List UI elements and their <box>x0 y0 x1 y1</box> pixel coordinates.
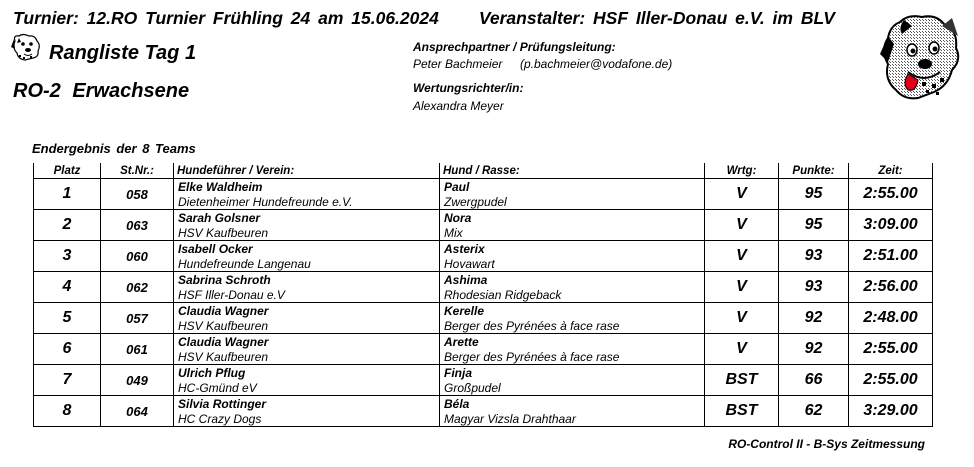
time: 2:55.00 <box>849 179 933 210</box>
dog-name: Arette <box>444 334 479 349</box>
dog-name: Asterix <box>444 241 485 256</box>
handler-club-cell <box>174 396 440 427</box>
start-number: 064 <box>101 396 174 427</box>
judge-name: Alexandra Meyer <box>413 99 504 113</box>
contact-label: Ansprechpartner / Prüfungsleitung: <box>413 40 616 54</box>
points: 62 <box>779 396 849 427</box>
handler-club-cell <box>174 272 440 303</box>
dog-breed-cell <box>440 303 705 334</box>
time: 3:29.00 <box>849 396 933 427</box>
handler-name: Silvia Rottinger <box>178 396 267 411</box>
club-name: HSV Kaufbeuren <box>178 318 269 333</box>
table-row <box>34 241 933 272</box>
handler-club-cell <box>174 365 440 396</box>
breed-name: Magyar Vizsla Drahthaar <box>444 411 576 426</box>
breed-name: Berger des Pyrénées à face rase <box>444 349 620 364</box>
rating: V <box>705 272 779 303</box>
dog-name: Kerelle <box>444 303 485 318</box>
handler-club-cell <box>174 241 440 272</box>
results-table <box>33 163 933 427</box>
place: 5 <box>34 303 101 334</box>
dog-breed-cell <box>440 334 705 365</box>
handler-name: Claudia Wagner <box>178 303 269 318</box>
dog-name: Ashima <box>444 272 488 287</box>
table-row <box>34 334 933 365</box>
table-row <box>34 396 933 427</box>
table-row <box>34 303 933 334</box>
dog-mascot-icon <box>878 14 964 102</box>
points: 95 <box>779 179 849 210</box>
time: 2:55.00 <box>849 334 933 365</box>
dog-breed-cell <box>440 210 705 241</box>
dog-breed-cell <box>440 365 705 396</box>
organizer-title: Veranstalter: HSF Iller-Donau e.V. im BLV <box>478 8 835 28</box>
points: 66 <box>779 365 849 396</box>
points: 95 <box>779 210 849 241</box>
place: 4 <box>34 272 101 303</box>
col-dog-breed: Hund / Rasse: <box>440 163 705 179</box>
contact-name: Peter Bachmeier <box>413 57 503 71</box>
place: 8 <box>34 396 101 427</box>
time: 2:56.00 <box>849 272 933 303</box>
dog-name: Béla <box>444 396 470 411</box>
rating: BST <box>705 365 779 396</box>
club-name: Dietenheimer Hundefreunde e.V. <box>178 194 353 209</box>
handler-name: Claudia Wagner <box>178 334 269 349</box>
rating: V <box>705 241 779 272</box>
start-number: 063 <box>101 210 174 241</box>
club-name: HSV Kaufbeuren <box>178 349 269 364</box>
points: 92 <box>779 334 849 365</box>
col-handler-club: Hundeführer / Verein: <box>174 163 440 179</box>
breed-name: Hovawart <box>444 256 495 271</box>
time: 2:51.00 <box>849 241 933 272</box>
handler-club-cell <box>174 303 440 334</box>
time: 2:55.00 <box>849 365 933 396</box>
points: 92 <box>779 303 849 334</box>
judge-label: Wertungsrichter/in: <box>413 81 524 95</box>
place: 3 <box>34 241 101 272</box>
tournament-header <box>13 8 835 29</box>
club-name: HC Crazy Dogs <box>178 411 262 426</box>
start-number: 049 <box>101 365 174 396</box>
class-title: RO-2 Erwachsene <box>13 80 190 102</box>
time: 3:09.00 <box>849 210 933 241</box>
club-name: HSV Kaufbeuren <box>178 225 269 240</box>
col-rating: Wrtg: <box>705 163 779 179</box>
place: 2 <box>34 210 101 241</box>
col-time: Zeit: <box>849 163 933 179</box>
breed-name: Zwergpudel <box>444 194 507 209</box>
table-row <box>34 272 933 303</box>
handler-name: Isabell Ocker <box>178 241 253 256</box>
dog-breed-cell <box>440 241 705 272</box>
time: 2:48.00 <box>849 303 933 334</box>
rating: V <box>705 179 779 210</box>
breed-name: Großpudel <box>444 380 501 395</box>
rating: V <box>705 303 779 334</box>
table-row <box>34 210 933 241</box>
points: 93 <box>779 241 849 272</box>
dog-breed-cell <box>440 179 705 210</box>
handler-name: Sarah Golsner <box>178 210 261 225</box>
handler-club-cell <box>174 210 440 241</box>
handler-club-cell <box>174 334 440 365</box>
place: 7 <box>34 365 101 396</box>
breed-name: Berger des Pyrénées à face rase <box>444 318 620 333</box>
rating: V <box>705 334 779 365</box>
tournament-title: Turnier: 12.RO Turnier Frühling 24 am 15.06.2024 <box>13 8 439 28</box>
club-name: Hundefreunde Langenau <box>178 256 311 271</box>
place: 6 <box>34 334 101 365</box>
col-place: Platz <box>34 163 101 179</box>
start-number: 060 <box>101 241 174 272</box>
footer-credit: RO-Control II - B-Sys Zeitmessung <box>728 437 925 451</box>
contact-email: (p.bachmeier@vodafone.de) <box>520 57 673 71</box>
col-points: Punkte: <box>779 163 849 179</box>
points: 93 <box>779 272 849 303</box>
handler-name: Sabrina Schroth <box>178 272 271 287</box>
start-number: 062 <box>101 272 174 303</box>
start-number: 057 <box>101 303 174 334</box>
table-row <box>34 179 933 210</box>
dog-name: Finja <box>444 365 473 380</box>
dog-name: Paul <box>444 179 470 194</box>
dog-logo-icon <box>11 33 42 63</box>
dog-breed-cell <box>440 396 705 427</box>
club-name: HC-Gmünd eV <box>178 380 257 395</box>
ranking-title: Rangliste Tag 1 <box>49 42 197 64</box>
dog-name: Nora <box>444 210 472 225</box>
rating: BST <box>705 396 779 427</box>
club-name: HSF Iller-Donau e.V <box>178 287 285 302</box>
handler-name: Elke Waldheim <box>178 179 263 194</box>
breed-name: Rhodesian Ridgeback <box>444 287 562 302</box>
breed-name: Mix <box>444 225 463 240</box>
handler-club-cell <box>174 179 440 210</box>
result-heading: Endergebnis der 8 Teams <box>32 141 196 156</box>
start-number: 058 <box>101 179 174 210</box>
rating: V <box>705 210 779 241</box>
dog-breed-cell <box>440 272 705 303</box>
start-number: 061 <box>101 334 174 365</box>
place: 1 <box>34 179 101 210</box>
handler-name: Ulrich Pflug <box>178 365 246 380</box>
col-start-number: St.Nr.: <box>101 163 174 179</box>
table-header-row <box>34 163 933 179</box>
table-row <box>34 365 933 396</box>
